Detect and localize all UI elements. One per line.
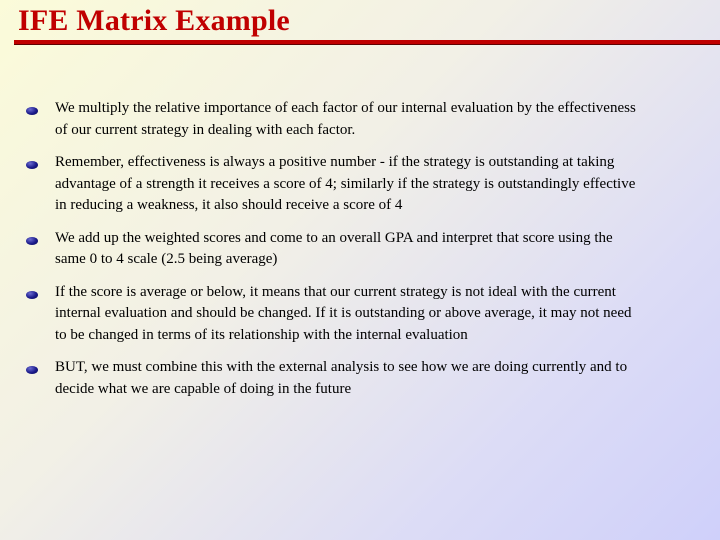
bullet-item (20, 228, 640, 271)
bullet-item (20, 282, 640, 347)
slide-title: IFE Matrix Example (18, 4, 290, 37)
bullet-item (20, 357, 640, 400)
bullet-icon (26, 107, 38, 115)
bullet-icon (26, 161, 38, 169)
title-underline (14, 40, 720, 45)
bullet-icon (26, 291, 38, 299)
bullet-text: BUT, we must combine this with the external analysis to see how we are doing currently and to decide what we are capable of doing in the future (55, 359, 628, 397)
bullet-text: Remember, effectiveness is always a positive number - if the strategy is outstanding at taking advantage of a strength it receives a score of 4; similarly if the strategy is outstandingly effective in reducing a weakness, it also should receive a score of 4 (55, 154, 636, 213)
bullet-item (20, 152, 640, 217)
bullet-text: If the score is average or below, it means that our current strategy is not ideal with the current internal evaluation and should be changed. If it is outstanding or above average, it may not need to be changed in terms of its relationship with the internal evaluation (55, 283, 632, 343)
bullet-icon (26, 237, 38, 245)
bullet-icon (26, 366, 38, 374)
bullet-text: We add up the weighted scores and come to an overall GPA and interpret that score using the same 0 to 4 scale (2.5 being average) (55, 229, 613, 267)
bullet-list (20, 98, 640, 411)
bullet-item (20, 98, 640, 141)
bullet-text: We multiply the relative importance of each factor of our internal evaluation by the effectiveness of our current strategy in dealing with each factor. (55, 100, 636, 138)
